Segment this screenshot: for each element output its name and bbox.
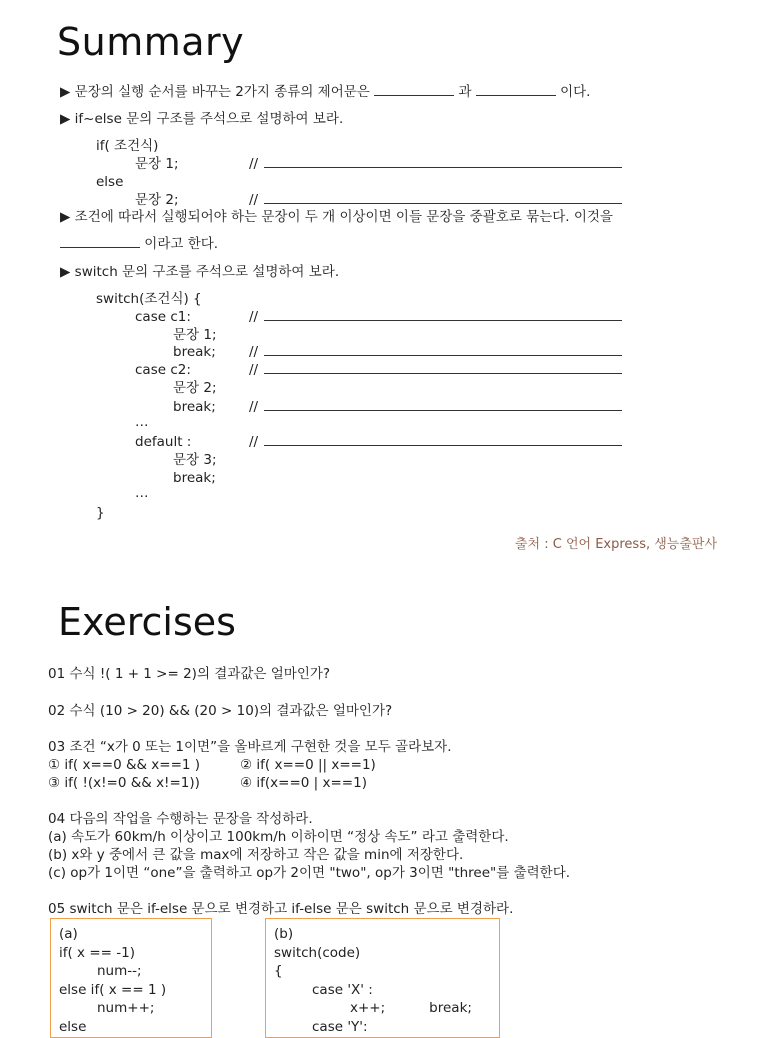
exercise-02: 02 수식 (10 > 20) && (20 > 10)의 결과값은 얼마인가?	[48, 703, 393, 719]
ifelse-else: else	[96, 174, 124, 190]
ifelse-stmt1: 문장 1;	[135, 156, 179, 172]
exercise-04-a: (a) 속도가 60km/h 이상이고 100km/h 이하이면 “정상 속도” 라고 출력한다.	[48, 829, 509, 845]
ifelse-stmt2: 문장 2;	[135, 192, 179, 208]
summary-q3-line1: ▶ 조건에 따라서 실행되어야 하는 문장이 두 개 이상이면 이들 문장을 중괄호로 묶는다. 이것을	[60, 209, 613, 225]
comment-blank	[264, 400, 622, 411]
switch-comment-break1	[249, 343, 622, 361]
comment-slash: //	[249, 156, 259, 172]
switch-break2: break;	[173, 399, 216, 415]
summary-q1-prefix: ▶ 문장의 실행 순서를 바꾸는 2가지 종류의 제어문은	[60, 84, 370, 100]
switch-close: }	[96, 505, 105, 521]
comment-blank	[264, 363, 622, 374]
code-box-a	[50, 918, 212, 1038]
summary-q1	[60, 83, 590, 101]
switch-comment-case2	[249, 361, 622, 379]
comment-blank	[264, 157, 622, 168]
code-token: break;	[429, 1000, 472, 1016]
exercise-03-question: 03 조건 “x가 0 또는 1이면”을 올바르게 구현한 것을 모두 골라보자.	[48, 739, 452, 755]
code-token: x++;	[350, 1000, 386, 1016]
code-line: (a)	[59, 926, 78, 942]
comment-slash: //	[249, 309, 259, 325]
code-line: if( x == -1)	[59, 944, 135, 961]
switch-break1: break;	[173, 344, 216, 360]
code-line: switch(code)	[274, 944, 361, 961]
switch-default: default :	[135, 434, 192, 450]
code-line: case 'Y':	[312, 1018, 368, 1035]
switch-stmt3: 문장 3;	[173, 452, 217, 468]
code-line: {	[274, 963, 283, 979]
code-line	[274, 999, 491, 1018]
exercise-03-option2: ② if( x==0 || x==1)	[240, 757, 376, 773]
summary-q4: ▶ switch 문의 구조를 주석으로 설명하여 보라.	[60, 264, 340, 280]
code-line: else	[59, 1018, 87, 1035]
switch-comment-default	[249, 433, 622, 451]
comment-slash: //	[249, 399, 259, 415]
comment-blank	[264, 435, 622, 446]
switch-comment-case1	[249, 308, 622, 326]
exercise-03-option4: ④ if(x==0 | x==1)	[240, 775, 367, 791]
switch-case1: case c1:	[135, 309, 191, 325]
switch-stmt1: 문장 1;	[173, 327, 217, 343]
code-line: num--;	[97, 963, 142, 979]
switch-break3: break;	[173, 470, 216, 486]
summary-title: Summary	[57, 20, 245, 64]
blank-2	[476, 83, 556, 96]
exercises-title: Exercises	[58, 600, 236, 644]
exercise-04-c: (c) op가 1이면 “one”을 출력하고 op가 2이면 "two", op가 3이면 "three"를 출력한다.	[48, 865, 571, 881]
switch-head: switch(조건식) {	[96, 291, 202, 307]
comment-blank	[264, 310, 622, 321]
blank-1	[374, 83, 454, 96]
comment-blank	[264, 345, 622, 356]
ifelse-comment2	[249, 191, 622, 209]
code-box-b	[265, 918, 500, 1038]
summary-q3-line2	[60, 235, 218, 253]
ifelse-if: if( 조건식)	[96, 138, 159, 154]
code-line: num++;	[97, 1000, 155, 1016]
exercise-04-question: 04 다음의 작업을 수행하는 문장을 작성하라.	[48, 811, 313, 827]
blank-3	[60, 235, 140, 248]
switch-case2: case c2:	[135, 362, 191, 378]
summary-q3-text: 이라고 한다.	[144, 236, 219, 252]
exercise-03-option3: ③ if( !(x!=0 && x!=1))	[48, 775, 200, 791]
exercise-04-b: (b) x와 y 중에서 큰 값을 max에 저장하고 작은 값을 min에 저장한다.	[48, 847, 464, 863]
summary-q2: ▶ if~else 문의 구조를 주석으로 설명하여 보라.	[60, 111, 344, 127]
code-line: else if( x == 1 )	[59, 981, 167, 998]
exercise-01: 01 수식 !( 1 + 1 >= 2)의 결과값은 얼마인가?	[48, 666, 331, 682]
switch-comment-break2	[249, 398, 622, 416]
source-citation: 출처 : C 언어 Express, 생능출판사	[515, 537, 718, 552]
comment-slash: //	[249, 192, 259, 208]
exercise-03-option1: ① if( x==0 && x==1 )	[48, 757, 201, 773]
exercise-05-question: 05 switch 문은 if-else 문으로 변경하고 if-else 문은 switch 문으로 변경하라.	[48, 901, 514, 917]
ifelse-comment1	[249, 155, 622, 173]
code-line: case 'X' :	[312, 981, 373, 998]
summary-q1-end: 이다.	[560, 84, 591, 100]
switch-stmt2: 문장 2;	[173, 380, 217, 396]
switch-dots1: …	[135, 414, 149, 430]
comment-blank	[264, 193, 622, 204]
switch-dots2: …	[135, 485, 149, 501]
comment-slash: //	[249, 362, 259, 378]
comment-slash: //	[249, 434, 259, 450]
summary-q1-mid: 과	[458, 84, 472, 100]
comment-slash: //	[249, 344, 259, 360]
code-line: (b)	[274, 926, 294, 942]
